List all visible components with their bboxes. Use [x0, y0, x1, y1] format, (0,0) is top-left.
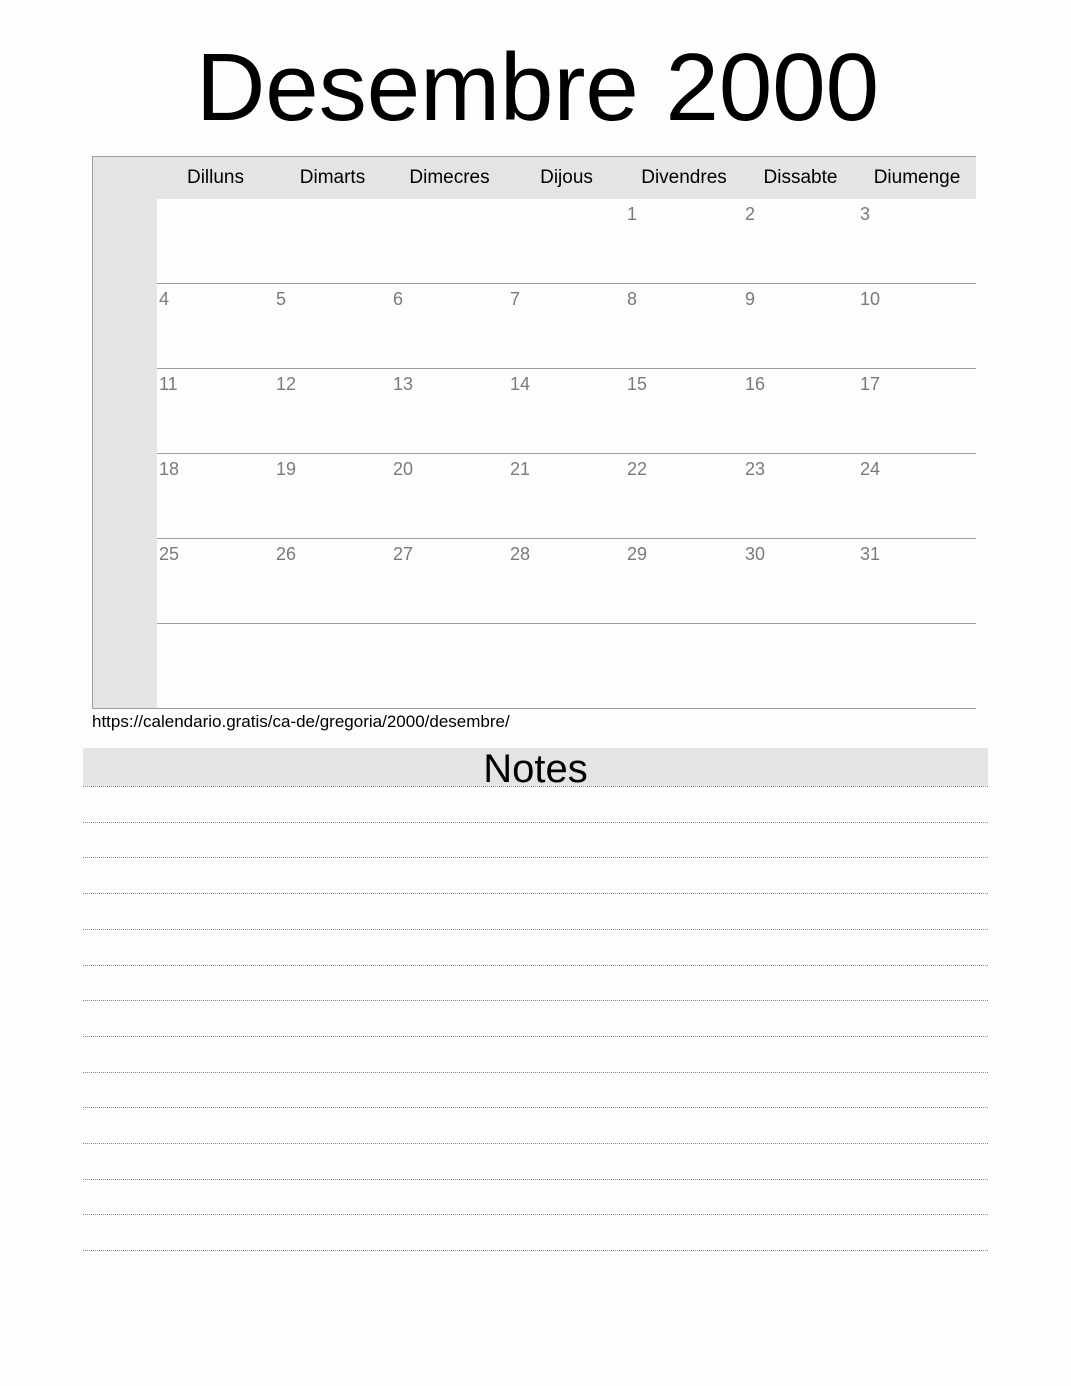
note-line	[83, 965, 988, 966]
day-number: 3	[860, 204, 871, 224]
day-number: 26	[276, 544, 297, 564]
day-number: 22	[627, 459, 648, 479]
day-cell	[743, 369, 859, 454]
day-number: 2	[745, 204, 756, 224]
source-url: https://calendario.gratis/ca-de/gregoria/2000/desembre/	[92, 712, 510, 731]
day-number: 5	[276, 289, 287, 309]
day-cell	[274, 284, 392, 369]
day-cell	[743, 199, 859, 284]
day-cell	[625, 284, 744, 369]
week-number-column	[93, 157, 158, 708]
day-cell	[508, 539, 626, 624]
day-number: 30	[745, 544, 766, 564]
day-cell	[391, 539, 509, 624]
note-line	[83, 893, 988, 894]
day-number: 12	[276, 374, 297, 394]
note-line	[83, 1036, 988, 1037]
weekday-header: Dijous	[508, 157, 626, 200]
day-cell	[508, 624, 626, 708]
day-number: 14	[510, 374, 531, 394]
notes-title: Notes	[83, 748, 988, 786]
note-line	[83, 1107, 988, 1108]
day-cell	[743, 284, 859, 369]
day-cell	[625, 454, 744, 539]
day-cell	[274, 539, 392, 624]
day-number: 16	[745, 374, 766, 394]
day-cell	[391, 199, 509, 284]
day-cell	[858, 284, 976, 369]
day-number: 25	[159, 544, 180, 564]
weekday-header: Dissabte	[743, 157, 859, 200]
day-cell	[625, 369, 744, 454]
day-cell	[508, 454, 626, 539]
day-number: 23	[745, 459, 766, 479]
day-number: 15	[627, 374, 648, 394]
day-number: 19	[276, 459, 297, 479]
weekday-header: Dimecres	[391, 157, 509, 200]
day-cell	[508, 369, 626, 454]
day-cell	[274, 369, 392, 454]
day-number: 10	[860, 289, 881, 309]
day-number: 4	[159, 289, 170, 309]
day-cell	[157, 199, 275, 284]
day-number: 9	[745, 289, 756, 309]
note-line	[83, 1214, 988, 1215]
day-number: 7	[510, 289, 521, 309]
note-line	[83, 857, 988, 858]
day-number: 29	[627, 544, 648, 564]
calendar-grid	[92, 156, 976, 709]
day-cell	[157, 539, 275, 624]
note-line	[83, 929, 988, 930]
day-number: 21	[510, 459, 531, 479]
day-cell	[508, 284, 626, 369]
day-number: 1	[627, 204, 638, 224]
weekday-header: Dilluns	[157, 157, 275, 200]
weekday-header: Diumenge	[858, 157, 976, 200]
page-title: Desembre 2000	[195, 34, 880, 141]
note-line	[83, 786, 988, 787]
day-cell	[391, 369, 509, 454]
day-cell	[743, 539, 859, 624]
day-cell	[858, 369, 976, 454]
note-line	[83, 1250, 988, 1251]
day-number: 6	[393, 289, 404, 309]
day-cell	[858, 199, 976, 284]
day-cell	[625, 624, 744, 708]
weekday-header: Divendres	[625, 157, 744, 200]
day-cell	[391, 284, 509, 369]
day-cell	[625, 199, 744, 284]
day-number: 28	[510, 544, 531, 564]
day-cell	[274, 454, 392, 539]
day-cell	[743, 454, 859, 539]
day-number: 20	[393, 459, 414, 479]
day-cell	[157, 284, 275, 369]
day-number: 27	[393, 544, 414, 564]
day-number: 31	[860, 544, 881, 564]
day-number: 18	[159, 459, 180, 479]
day-cell	[625, 539, 744, 624]
day-number: 24	[860, 459, 881, 479]
day-number: 8	[627, 289, 638, 309]
day-cell	[508, 199, 626, 284]
day-cell	[157, 369, 275, 454]
day-cell	[858, 539, 976, 624]
note-line	[83, 1143, 988, 1144]
day-number: 11	[159, 374, 178, 394]
day-number: 17	[860, 374, 881, 394]
note-line	[83, 1179, 988, 1180]
day-cell	[858, 624, 976, 708]
weekday-header: Dimarts	[274, 157, 392, 200]
note-line	[83, 1000, 988, 1001]
day-cell	[391, 454, 509, 539]
day-cell	[743, 624, 859, 708]
note-line	[83, 822, 988, 823]
day-cell	[274, 624, 392, 708]
day-cell	[274, 199, 392, 284]
day-cell	[157, 454, 275, 539]
note-line	[83, 1072, 988, 1073]
day-number: 13	[393, 374, 414, 394]
day-cell	[391, 624, 509, 708]
day-cell	[157, 624, 275, 708]
day-cell	[858, 454, 976, 539]
